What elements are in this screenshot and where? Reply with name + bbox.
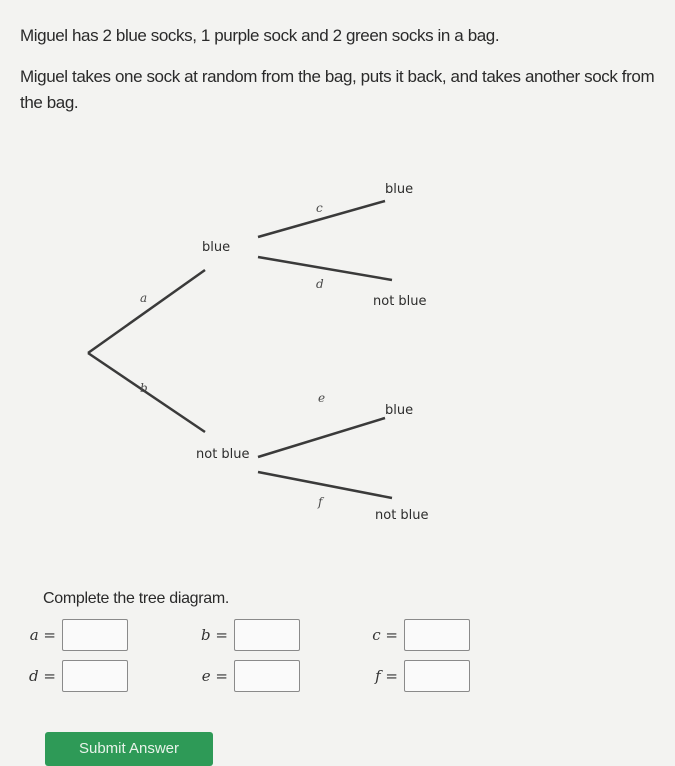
answer-c-label: c = bbox=[372, 626, 398, 644]
answer-f-label: f = bbox=[375, 667, 398, 685]
answer-b-label: b = bbox=[201, 626, 228, 644]
answer-a-label: a = bbox=[29, 626, 56, 644]
answer-b-field bbox=[190, 619, 300, 651]
submit-answer-button[interactable]: Submit Answer bbox=[45, 732, 213, 766]
node-first-not-blue: not blue bbox=[196, 447, 250, 462]
node-second-top-not-blue: not blue bbox=[373, 294, 427, 309]
answer-a-input[interactable] bbox=[62, 619, 128, 651]
answer-f-field bbox=[360, 660, 470, 692]
instruction-text: Complete the tree diagram. bbox=[43, 590, 230, 607]
label-f: f bbox=[318, 495, 323, 509]
answer-e-field bbox=[190, 660, 300, 692]
answer-d-label: d = bbox=[29, 667, 56, 685]
branch-d bbox=[258, 257, 392, 280]
node-second-top-blue: blue bbox=[385, 182, 414, 197]
label-e: e bbox=[318, 391, 326, 405]
tree-diagram bbox=[0, 160, 675, 540]
answer-e-input[interactable] bbox=[234, 660, 300, 692]
node-first-blue: blue bbox=[202, 240, 231, 255]
answer-d-input[interactable] bbox=[62, 660, 128, 692]
label-b: b bbox=[140, 381, 148, 395]
label-a: a bbox=[140, 291, 148, 305]
node-second-bottom-blue: blue bbox=[385, 403, 414, 418]
answer-c-field bbox=[360, 619, 470, 651]
question-text-1: Miguel has 2 blue socks, 1 purple sock and 2 green socks in a bag. bbox=[20, 26, 500, 45]
branch-e bbox=[258, 418, 385, 457]
question-text-2: Miguel takes one sock at random from the bag, puts it back, and takes another sock from the bag. bbox=[20, 67, 655, 112]
answer-d-field bbox=[18, 660, 128, 692]
label-c: c bbox=[316, 201, 323, 215]
branch-f bbox=[258, 472, 392, 498]
branch-a bbox=[88, 270, 205, 353]
answer-f-input[interactable] bbox=[404, 660, 470, 692]
answer-e-label: e = bbox=[201, 667, 228, 685]
answer-b-input[interactable] bbox=[234, 619, 300, 651]
answer-a-field bbox=[18, 619, 128, 651]
label-d: d bbox=[316, 277, 324, 291]
node-second-bottom-not-blue: not blue bbox=[375, 508, 429, 523]
answer-c-input[interactable] bbox=[404, 619, 470, 651]
